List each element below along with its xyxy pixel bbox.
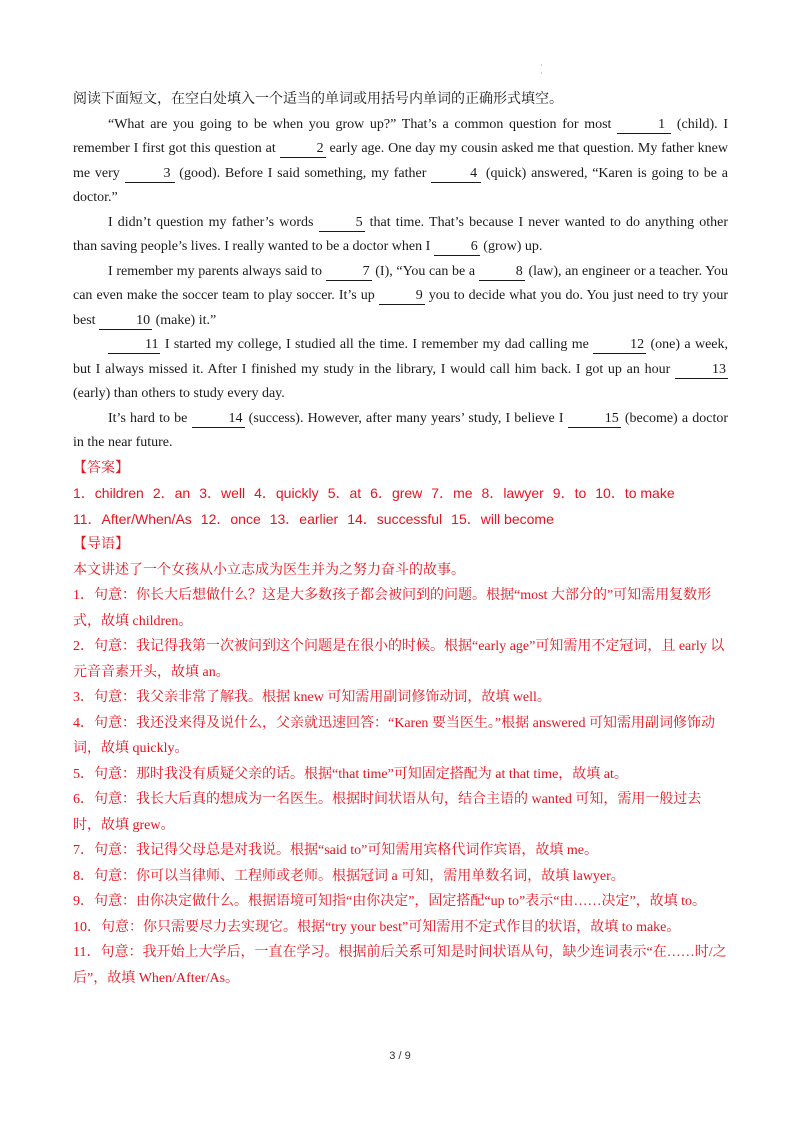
answer-item: 14．successful [347,510,443,527]
passage-text: (become) a doctor in the near future. [73,410,729,450]
passage-text: It’s hard to be [108,410,192,426]
blank-4: 4 [431,166,481,183]
passage-paragraph [73,211,728,260]
blank-11: 11 [108,337,160,354]
passage-text: I didn’t question my father’s words [108,214,319,230]
answer-item: 7．me [431,485,473,501]
answer-item: 15．will become [451,510,554,527]
passage-text: “What are you going to be when you grow up?” That’s a common question for most [108,116,618,132]
passage-text: (success). However, after many years’ study, I believe I [244,410,568,426]
answer-item: 11．After/When/As [73,510,192,527]
passage-text: I remember my parents always said to [108,263,326,279]
guide-intro: 本文讲述了一个女孩从小立志成为医生并为之努力奋斗的故事。 [73,562,465,578]
passage-text: (law), an engineer or a teacher. You can even make the soccer team to play soccer. It’s up [73,263,729,303]
blank-3: 3 [125,166,175,183]
answer-item: 8．lawyer [481,485,544,501]
blank-12: 12 [593,337,646,354]
explanation-item: 11．句意：我开始上大学后，一直在学习。根据前后关系可知是时间状语从句，缺少连词表示“在……时/之后”，故填 When/After/As。 [73,945,727,986]
explanation-item: 7．句意：我记得父母总是对我说。根据“said to”可知需用宾格代词作宾语，故填 me。 [73,843,598,858]
passage-text: (one) a week, but I always missed it. After I finished my study in the library, I would call him back. I got up an hour [73,337,728,377]
passage-text: (grow) up. [479,239,543,254]
passage-text: (quick) answered, “Karen is going to be a doctor.” [73,165,728,205]
blank-10: 10 [99,313,152,330]
explanation-item: 9．句意：由你决定做什么。根据语境可知指“由你决定”，固定搭配“up to”表示“由……决定”，故填 to。 [73,894,707,909]
answer-item: 13．earlier [269,510,339,527]
passage-text: that time. That’s because I never wanted to do anything other than saving people’s lives. I really wanted to be a doctor when I [73,214,729,254]
answer-item: 10．to make [595,485,675,501]
explanations [73,583,728,991]
blank-5: 5 [319,215,365,232]
blank-13: 13 [675,362,728,379]
answer-item: 1．children [73,485,144,501]
passage-paragraph [73,407,728,456]
passage-text: (make) it.” [152,312,217,328]
explanation-item: 4．句意：我还没来得及说什么，父亲就迅速回答：“Karen 要当医生。”根据 answered 可知需用副词修饰动词，故填 quickly。 [73,715,715,756]
explanation-item: 2．句意：我记得我第一次被问到这个问题是在很小的时候。根据“early age”可知需用不定冠词，且 early 以元音音素开头，故填 an。 [73,639,725,680]
answer-item: 2．an [152,485,191,501]
blank-8: 8 [479,264,525,281]
explanation-item: 6．句意：我长大后真的想成为一名医生。根据时间状语从句，结合主语的 wanted 可知，需用一般过去时，故填 grew。 [73,792,702,833]
page-number: 3 / 9 [389,1050,411,1062]
answer-item: 5．at [327,485,362,501]
passage-text: (early) than others to study every day. [73,386,285,401]
passage-text: (I), “You can be a [371,263,479,279]
answer-heading: 【答案】 [73,460,129,476]
passage-paragraph [73,333,728,407]
answers-line-1 [73,481,728,507]
explanation-item: 10．句意：你只需要尽力去实现它。根据“try your best”可知需用不定式作目的状语，故填 to make。 [73,919,681,935]
blank-6: 6 [434,239,480,256]
explanation-item: 1．句意：你长大后想做什么？这是大多数孩子都会被问到的问题。根据“most 大部分的”可知需用复数形式，故填 children。 [73,588,712,629]
passage-paragraph [73,260,728,334]
answer-item: 6．grew [370,485,423,501]
answers-line-2 [73,507,728,533]
answer-item: 3．well [199,485,246,501]
answer-item: 4．quickly [254,485,319,501]
blank-15: 15 [568,411,621,428]
blank-14: 14 [192,411,245,428]
explanation-item: 3．句意：我父亲非常了解我。根据 knew 可知需用副词修饰动词，故填 well。 [73,690,551,705]
passage-text: (good). Before I said something, my father [174,165,432,181]
blank-2: 2 [280,141,326,158]
blank-9: 9 [379,288,425,305]
blank-1: 1 [617,117,671,134]
instruction: 阅读下面短文，在空白处填入一个适当的单词或用括号内单词的正确形式填空。 [73,92,563,107]
blank-7: 7 [326,264,372,281]
passage-text: I started my college, I studied all the time. I remember my dad calling me [160,337,594,352]
answer-item: 12．once [200,510,261,527]
explanation-item: 8．句意：你可以当律师、工程师或老师。根据冠词 a 可知，需用单数名词，故填 lawyer。 [73,868,625,884]
document-page [73,88,728,991]
guide-heading: 【导语】 [73,537,129,552]
passage-text: you to decide what you do. You just need to try your best [73,288,728,328]
explanation-item: 5．句意：那时我没有质疑父亲的话。根据“that time”可知固定搭配为 at that time，故填 at。 [73,766,628,782]
passage [73,113,728,456]
passage-text: (child). I remember I first got this question at [73,116,728,156]
answer-item: 9．to [552,485,587,501]
decorative-dots: · · [540,61,543,78]
passage-text: early age. One day my cousin asked me that question. My father knew me very [73,141,729,181]
passage-paragraph [73,113,728,211]
